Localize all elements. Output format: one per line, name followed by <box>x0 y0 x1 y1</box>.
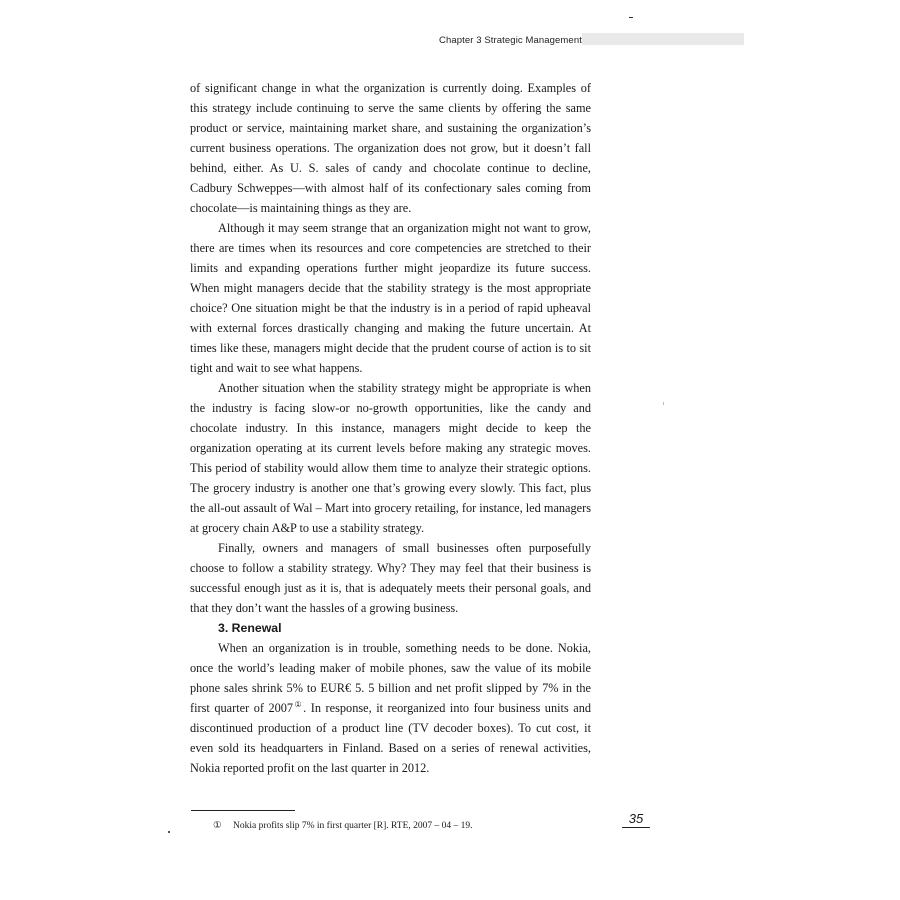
running-header: Chapter 3 Strategic Management <box>439 35 582 46</box>
footnote-rule <box>191 810 295 811</box>
footnote-marker: ① <box>213 821 222 831</box>
footnote <box>213 820 473 831</box>
section-heading-renewal: 3. Renewal <box>218 621 282 635</box>
header-tab-pattern <box>582 33 744 45</box>
scan-mark <box>629 17 633 18</box>
paragraph-2: Although it may seem strange that an organization might not want to grow, there are times when its resources and core competencies are stretched to their limits and expanding operations further might jeopardize its future success. When might managers decide that the stability strategy is the most appropriate choice? One situation might be that the industry is in a period of rapid upheaval with external forces drastically changing and making the future uncertain. At times like these, managers might decide that the prudent course of action is to sit tight and wait to see what happens. <box>190 221 591 375</box>
body-text <box>190 78 591 778</box>
paragraph-4: Finally, owners and managers of small businesses often purposefully choose to follow a stability strategy. Why? They may feel that their business is successful enough just as it is, that is adequately meets their personal goals, and that they don’t want the hassles of a growing business. <box>190 541 591 615</box>
paragraph-5-text-end: . In response, it reorganized into four business units and discontinued production of a product line (TV decoder boxes). To cut cost, it even sold its headquarters in Finland. Based on a series of renewal activities, Nokia reported profit on the last quarter in 2012. <box>190 701 592 775</box>
scan-speck <box>663 402 664 405</box>
paragraph-5 <box>190 638 591 778</box>
paragraph-5-text-start: When an organization is in trouble, something needs to be done. Nokia, once the world’s leading maker of mobile phones, saw the value of its mobile phone sales shrink 5% to EUR€ 5. 5 billion and net profit slipped by 7% in the first quarter of 2007 <box>190 641 591 715</box>
paragraph-1: of significant change in what the organization is currently doing. Examples of this strategy include continuing to serve the same clients by offering the same product or service, maintaining market share, and sustaining the organization’s current business operations. The organization does not grow, but it doesn’t fall behind, either. As U. S. sales of candy and chocolate continue to decline, Cadbury Schweppes—with almost half of its confectionary sales coming from chocolate—is maintaining things as they are. <box>190 81 591 215</box>
footnote-reference[interactable]: ① <box>293 699 304 709</box>
paragraph-3: Another situation when the stability strategy might be appropriate is when the industry is facing slow-or no-growth opportunities, like the candy and chocolate industry. In this instance, managers might decide to keep the organization operating at its current levels before making any strategic moves. This period of stability would allow them time to analyze their strategic options. The grocery industry is another one that’s growing every slowly. This fact, plus the all-out assault of Wal – Mart into grocery retailing, for instance, led managers at grocery chain A&P to use a stability strategy. <box>190 381 591 535</box>
footnote-text: Nokia profits slip 7% in first quarter [R]. RTE, 2007 – 04 – 19. <box>233 821 473 831</box>
scan-speck <box>168 831 170 833</box>
page-number: 35 <box>622 811 650 828</box>
